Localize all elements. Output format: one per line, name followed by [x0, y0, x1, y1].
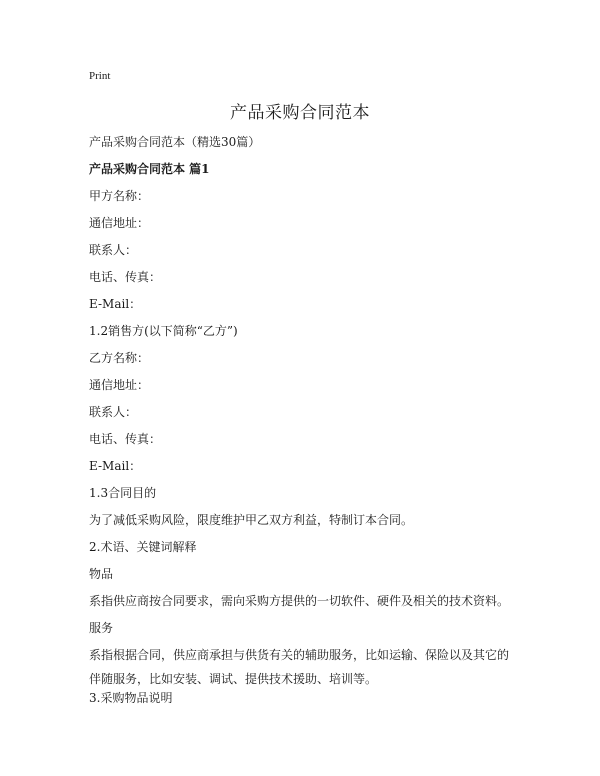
- purpose-text: 为了减低采购风险，限度维护甲乙双方利益，特制订本合同。: [89, 513, 414, 527]
- goods-description-heading: 3.采购物品说明: [89, 691, 173, 705]
- party-b-name-label: 乙方名称：: [89, 351, 150, 365]
- print-label: Print: [89, 70, 111, 82]
- party-a-email-label: E-Mail：: [89, 297, 142, 311]
- party-a-address-label: 通信地址：: [89, 216, 150, 230]
- service-definition: 系指根据合同，供应商承担与供货有关的辅助服务，比如运输、保险以及其它的伴随服务，比如安装、调试、提供技术援助、培训等。: [89, 648, 510, 686]
- party-b-address-label: 通信地址：: [89, 378, 150, 392]
- section-heading: 产品采购合同范本 篇1: [89, 162, 210, 176]
- goods-definition: 系指供应商按合同要求，需向采购方提供的一切软件、硬件及相关的技术资料。: [89, 594, 510, 608]
- page-title: 产品采购合同范本: [230, 103, 370, 123]
- party-b-contact-label: 联系人：: [89, 405, 138, 419]
- purpose-heading: 1.3合同目的: [89, 486, 157, 500]
- terms-heading: 2.术语、关键词解释: [89, 540, 197, 554]
- party-b-email-label: E-Mail：: [89, 459, 142, 473]
- party-a-phone-label: 电话、传真：: [89, 270, 162, 284]
- party-a-name-label: 甲方名称：: [89, 189, 150, 203]
- document-subtitle: 产品采购合同范本（精选30篇）: [89, 135, 261, 149]
- party-b-phone-label: 电话、传真：: [89, 432, 162, 446]
- party-a-contact-label: 联系人：: [89, 243, 138, 257]
- goods-term: 物品: [89, 567, 114, 581]
- service-term: 服务: [89, 621, 114, 635]
- seller-clause-heading: 1.2销售方(以下简称“乙方”): [89, 324, 238, 338]
